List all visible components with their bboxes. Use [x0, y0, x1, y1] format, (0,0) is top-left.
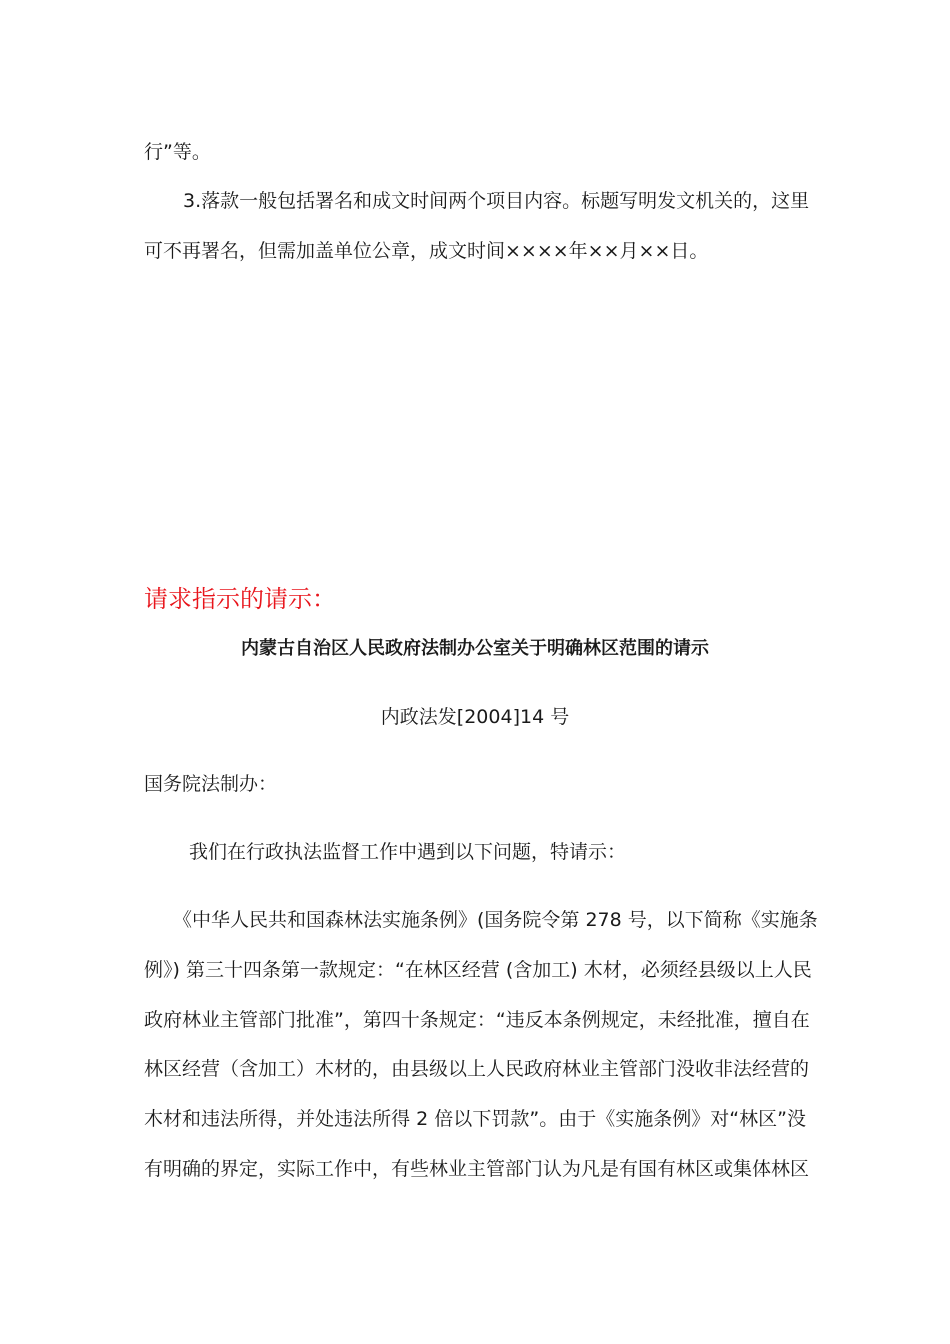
body-line: 例》) 第三十四条第一款规定：“在林区经营 (含加工) 木材，必须经县级以上人民: [144, 959, 812, 981]
section-heading: 请求指示的请示：: [144, 585, 336, 613]
body-line: 政府林业主管部门批准”，第四十条规定：“违反本条例规定，未经批准，擅自在: [144, 1009, 810, 1031]
body-line: 木材和违法所得，并处违法所得 2 倍以下罚款”。由于《实施条例》对“林区”没: [144, 1108, 806, 1130]
intro-paragraph: 我们在行政执法监督工作中遇到以下问题，特请示：: [189, 841, 627, 863]
text-line: 行”等。: [144, 141, 211, 163]
body-line: 有明确的界定，实际工作中，有些林业主管部门认为凡是有国有林区或集体林区: [144, 1158, 810, 1180]
text-line: 可不再署名，但需加盖单位公章，成文时间××××年××月××日。: [144, 240, 709, 262]
document-title: 内蒙古自治区人民政府法制办公室关于明确林区范围的请示: [241, 638, 709, 659]
document-number: 内政法发[2004]14 号: [380, 706, 570, 728]
body-line: 林区经营（含加工）木材的，由县级以上人民政府林业主管部门没收非法经营的: [144, 1058, 810, 1080]
text-line: 3.落款一般包括署名和成文时间两个项目内容。标题写明发文机关的，这里: [183, 190, 810, 212]
body-line: 《中华人民共和国森林法实施条例》(国务院令第 278 号，以下简称《实施条: [173, 909, 818, 931]
addressee: 国务院法制办：: [144, 773, 278, 795]
